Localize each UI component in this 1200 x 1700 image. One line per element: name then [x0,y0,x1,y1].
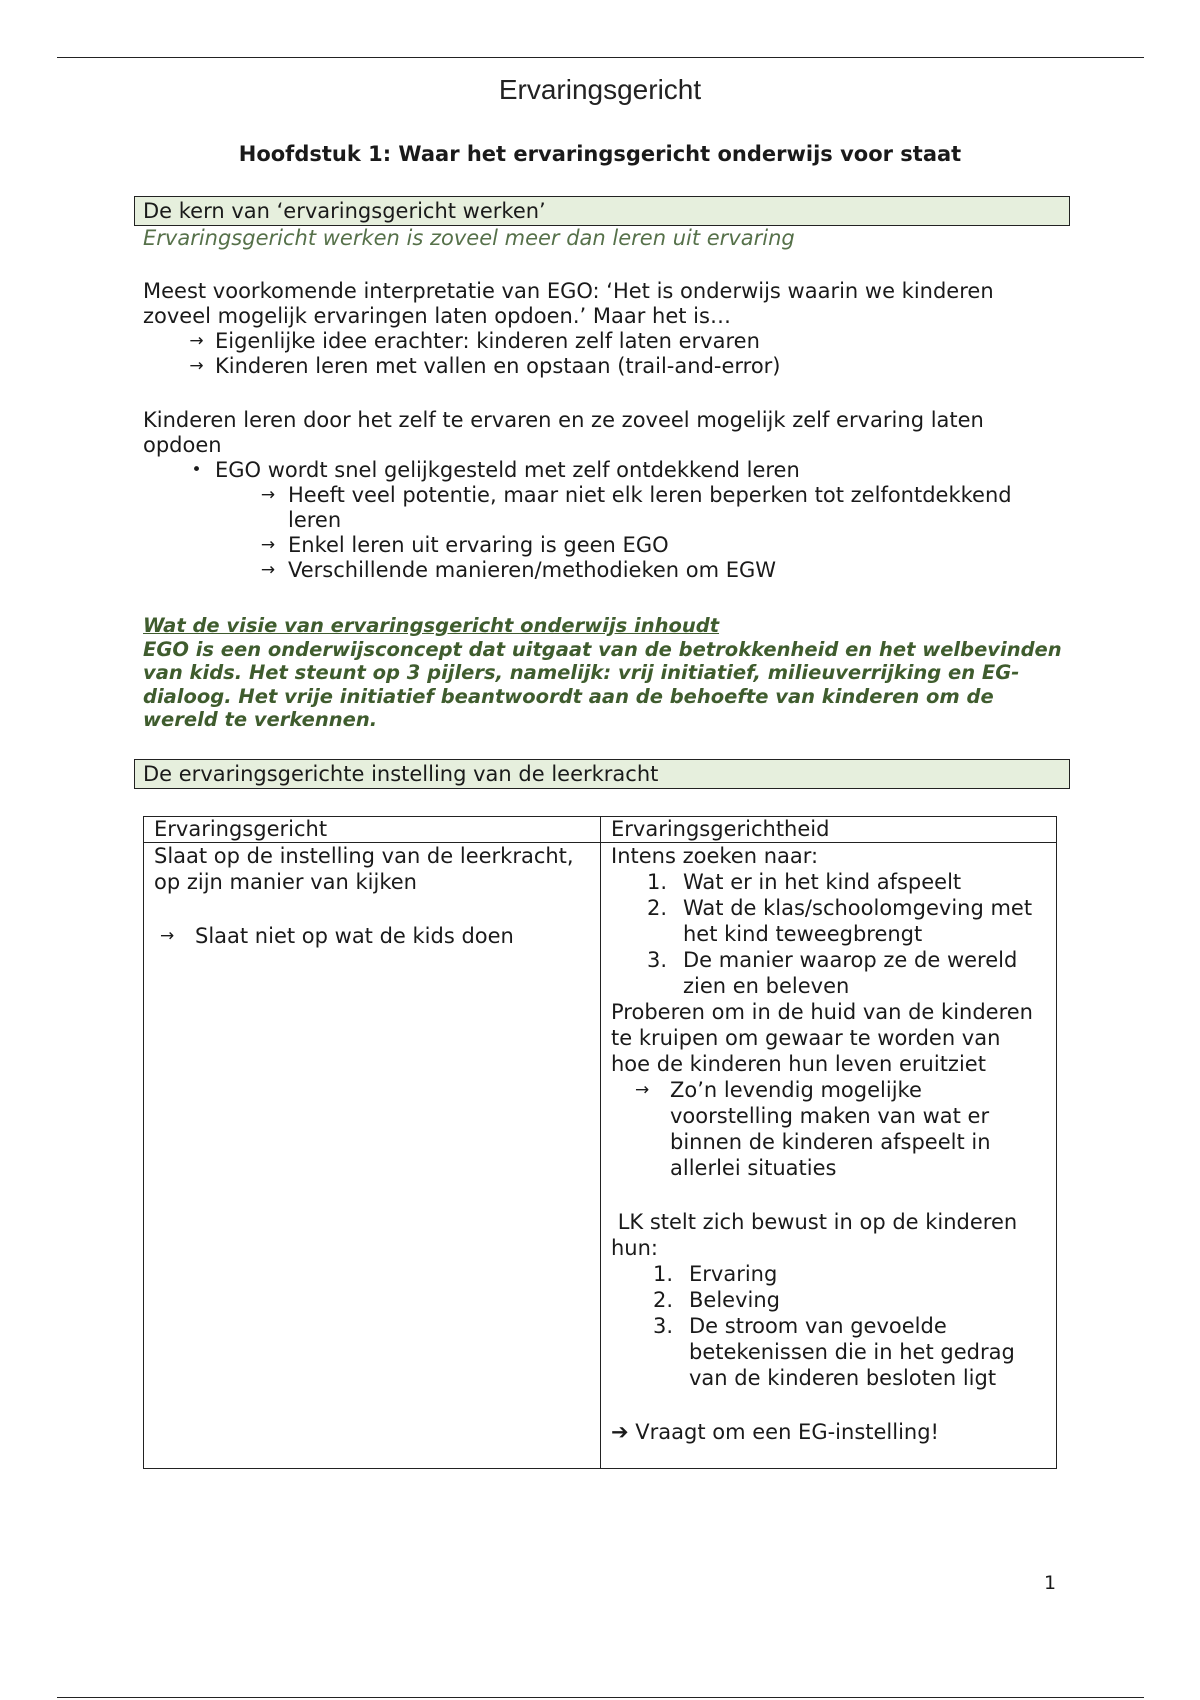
document-title: Ervaringsgericht [498,74,702,105]
numbered-item: 2. Wat de klas/schoolomgeving met het kind teweegbrengt [647,896,1033,946]
numbered-item: 2. Beleving [653,1288,780,1312]
intro-paragraph: Meest voorkomende interpretatie van EGO: ‘Het is onderwijs waarin we kinderen zoveel mogelijk ervaringen laten opdoen.’ Maar het is… [143,279,994,328]
visie-block [143,614,1063,732]
arrow-list-item: → Enkel leren uit ervaring is geen EGO [143,533,1063,558]
table-cell-right [601,843,1057,1469]
arrow-icon: → [160,926,175,946]
table-header-row [144,817,1057,843]
section-tagline: Ervaringsgericht werken is zoveel meer dan leren uit ervaring [143,226,795,250]
table-cell-left [144,843,601,1469]
numbered-item: 3. De stroom van gevoelde betekenissen die in het gedrag van de kinderen besloten ligt [653,1314,1015,1390]
lk-intro: LK stelt zich bewust in op de kinderen hun: [611,1210,1024,1260]
learning-paragraph: Kinderen leren door het zelf te ervaren en ze zoveel mogelijk zelf ervaring laten opdoen [143,408,984,457]
conclusion-text: ➔ Vraagt om een EG-instelling! [611,1420,939,1444]
bullet-list-item: • EGO wordt snel gelijkgesteld met zelf ontdekkend leren [143,458,1063,483]
numbered-item: 3. De manier waarop ze de wereld zien en beleven [647,948,1018,998]
numbered-item: 1. Wat er in het kind afspeelt [647,870,962,894]
arrow-list-item: → Verschillende manieren/methodieken om EGW [143,558,1063,583]
arrow-icon: → [260,535,276,555]
arrow-list-item: → Eigenlijke idee erachter: kinderen zelf laten ervaren [143,329,1063,354]
learning-block [143,408,1063,583]
numbered-item: 1. Ervaring [653,1262,778,1286]
bullet-icon: • [191,460,202,480]
arrow-icon: → [189,331,204,351]
section-heading-instelling: De ervaringsgerichte instelling van de leerkracht [134,759,1070,789]
arrow-icon: → [260,485,276,505]
table-header: Ervaringsgericht [144,817,601,843]
footer-rule [57,1697,1144,1698]
arrow-icon: → [189,356,204,376]
chapter-heading: Hoofdstuk 1: Waar het ervaringsgericht onderwijs voor staat [238,142,962,166]
visie-text: EGO is een onderwijsconcept dat uitgaat van de betrokkenheid en het welbevinden van kids. Het steunt op 3 pijlers, namelijk: vrij initiatief, milieuverrijking en EG-dialoog. Het vrije initiatief beantwoordt aan de behoefte van kinderen om de wereld te verkennen. [143,637,1062,731]
arrow-list-item: → Zo’n levendig mogelijke voorstelling maken van wat er binnen de kinderen afspeelt in allerlei situaties [635,1078,991,1180]
cell-text: Slaat op de instelling van de leerkracht, op zijn manier van kijken [154,844,574,894]
cell-paragraph: Proberen om in de huid van de kinderen te kruipen om gewaar te worden van hoe de kinderen hun leven eruitziet [611,1000,1033,1076]
arrow-list-item: → Heeft veel potentie, maar niet elk leren beperken tot zelfontdekkend leren [143,483,1063,533]
arrow-list-item: → Slaat niet op wat de kids doen [160,924,514,948]
header-rule [57,57,1144,58]
comparison-table [143,816,1057,1469]
page-number: 1 [1044,1572,1057,1594]
section-heading-kern: De kern van ‘ervaringsgericht werken’ [134,196,1070,226]
visie-heading: Wat de visie van ervaringsgericht onderwijs inhoudt [143,614,720,637]
arrow-icon: → [260,560,276,580]
arrow-list-item: → Kinderen leren met vallen en opstaan (trail-and-error) [143,354,1063,379]
table-header: Ervaringsgerichtheid [601,817,1057,843]
arrow-icon: → [635,1080,650,1100]
table-row [144,843,1057,1469]
intro-block [143,279,1063,379]
cell-intro: Intens zoeken naar: [611,844,819,868]
